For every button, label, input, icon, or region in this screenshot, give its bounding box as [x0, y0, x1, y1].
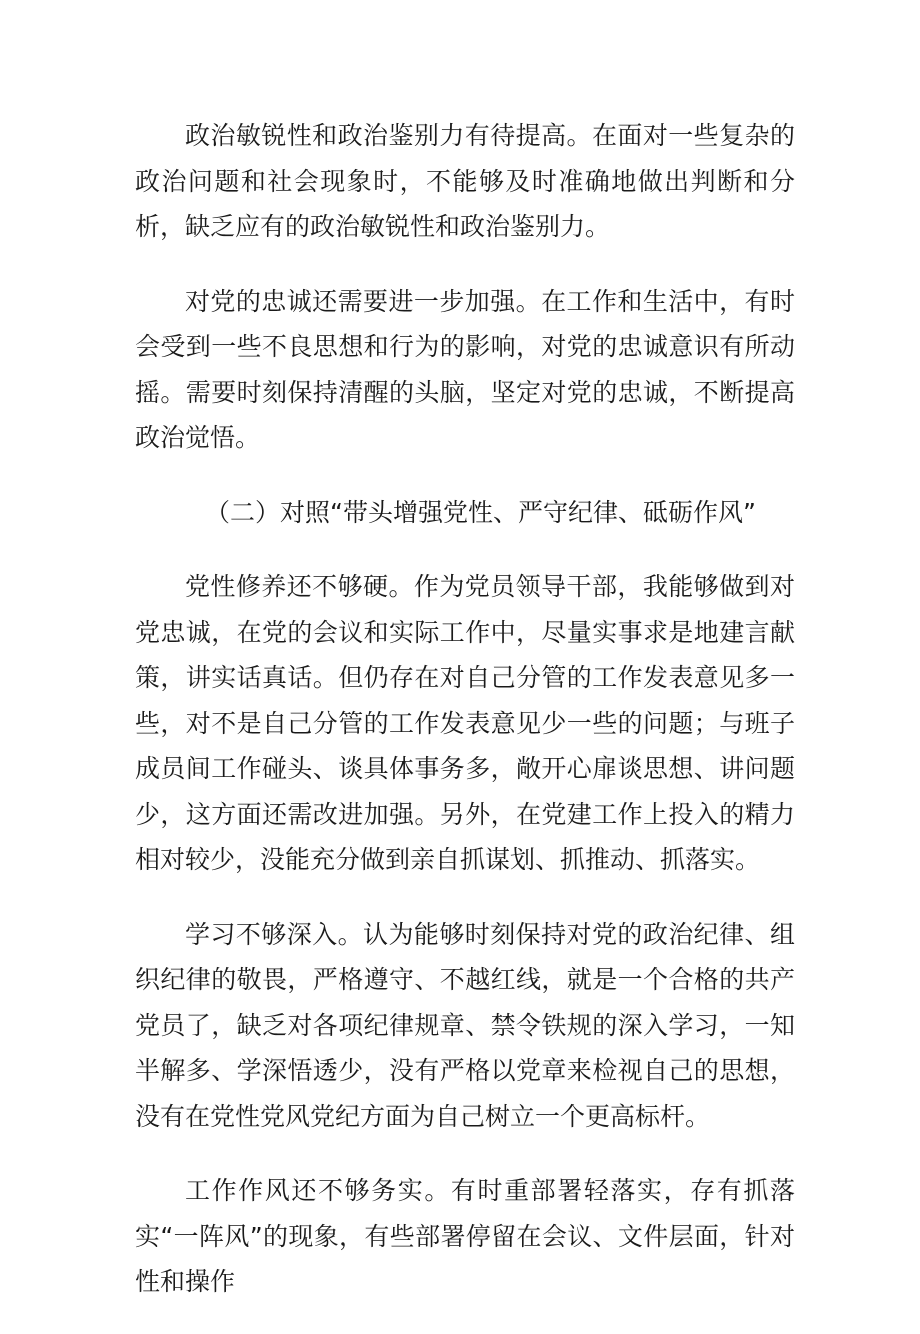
- section-heading: （二）对照“带头增强党性、严守纪律、砥砺作风”: [205, 497, 756, 527]
- paragraph-political-sensitivity: 政治敏锐性和政治鉴别力有待提高。在面对一些复杂的政治问题和社会现象时，不能够及时准确地做出判断和分析，缺乏应有的政治敏锐性和政治鉴别力。: [135, 121, 795, 241]
- paragraph-work-style: 工作作风还不够务实。有时重部署轻落实，存有抓落实“一阵风”的现象，有些部署停留在会议、文件层面，针对性和操作: [135, 1176, 795, 1296]
- paragraph-party-spirit: 党性修养还不够硬。作为党员领导干部，我能够做到对党忠诚，在党的会议和实际工作中，尽量实事求是地建言献策，讲实话真话。但仍存在对自己分管的工作发表意见多一些，对不是自己分管的工作发表意见少一些的问题；与班子成员间工作碰头、谈具体事务多，敞开心扉谈思想、讲问题少，这方面还需改进加强。另外，在党建工作上投入的精力相对较少，没能充分做到亲自抓谋划、抓推动、抓落实。: [135, 572, 795, 874]
- paragraph-loyalty: 对党的忠诚还需要进一步加强。在工作和生活中，有时会受到一些不良思想和行为的影响，对党的忠诚意识有所动摇。需要时刻保持清醒的头脑，坚定对党的忠诚，不断提高政治觉悟。: [135, 286, 795, 452]
- paragraph-study: 学习不够深入。认为能够时刻保持对党的政治纪律、组织纪律的敬畏，严格遵守、不越红线，就是一个合格的共产党员了，缺乏对各项纪律规章、禁令铁规的深入学习，一知半解多、学深悟透少，没有严格以党章来检视自己的思想，没有在党性党风党纪方面为自己树立一个更高标杆。: [135, 919, 795, 1131]
- document-body: [135, 113, 795, 1334]
